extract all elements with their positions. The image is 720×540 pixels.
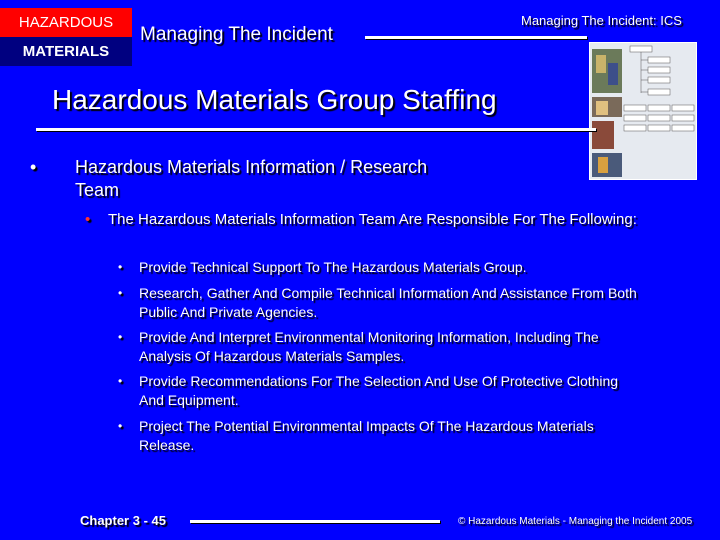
bullet-dot-icon: • [118, 374, 123, 388]
bullet-dot-icon: • [118, 286, 123, 300]
ics-org-chart-image [589, 42, 697, 180]
header-rule [365, 36, 587, 39]
bullet-dot-icon: • [85, 211, 91, 228]
bullet-dot-icon: • [118, 260, 123, 274]
list-item-text: Research, Gather And Compile Technical Information And Assistance From Both Public And Private Agencies. [139, 285, 637, 320]
copyright-text: © Hazardous Materials - Managing the Incident 2005 [458, 516, 693, 527]
bullet-level1-text: Hazardous Materials Information / Research Team [75, 157, 428, 200]
list-item-text: Project The Potential Environmental Impacts Of The Hazardous Materials Release. [139, 418, 594, 453]
title-rule [36, 128, 596, 131]
list-item-text: Provide Recommendations For The Selection And Use Of Protective Clothing And Equipment. [139, 373, 619, 408]
list-item-text: Provide And Interpret Environmental Monitoring Information, Including The Analysis Of Hazardous Materials Samples. [139, 329, 599, 364]
footer-rule [190, 520, 440, 523]
logo-line1: HAZARDOUS [18, 14, 114, 31]
section-title: Managing The Incident [140, 24, 333, 45]
corner-title: Managing The Incident: ICS [521, 13, 682, 28]
logo-line2: MATERIALS [22, 43, 110, 60]
chapter-label: Chapter 3 - 45 [80, 513, 166, 528]
slide-title: Hazardous Materials Group Staffing [52, 84, 497, 115]
list-item-text: Provide Technical Support To The Hazardous Materials Group. [139, 259, 527, 275]
bullet-dot-icon: • [118, 419, 123, 433]
bullet-level2-text: The Hazardous Materials Information Team Are Responsible For The Following: [108, 211, 637, 228]
logo-bottom [0, 37, 132, 66]
bullet-dot-icon: • [118, 330, 123, 344]
bullet-dot-icon: • [30, 157, 37, 177]
logo-top [0, 8, 132, 37]
